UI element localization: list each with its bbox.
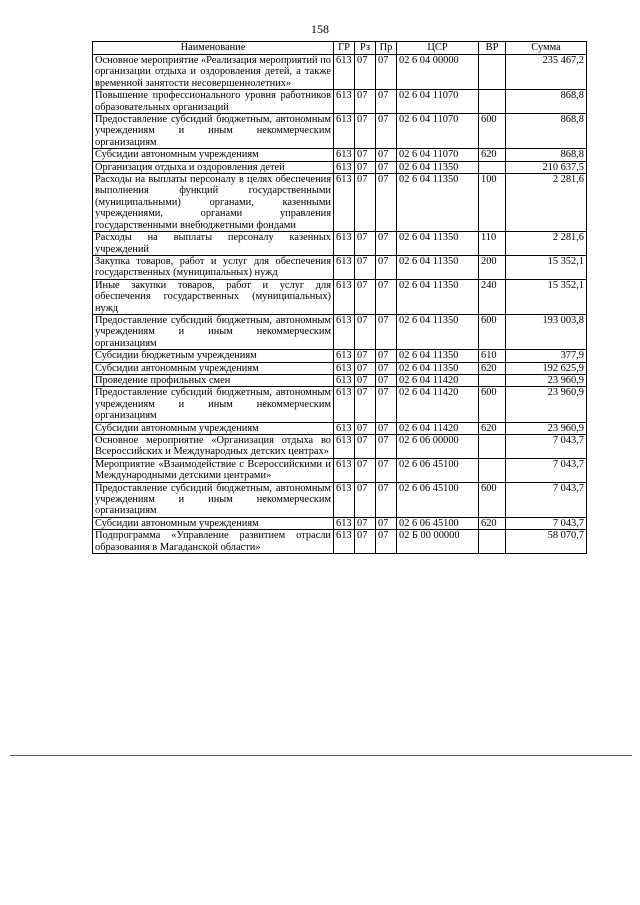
row-pr: 07 bbox=[376, 387, 397, 422]
row-name: Проведение профильных смен bbox=[93, 374, 334, 386]
row-gr: 613 bbox=[334, 161, 355, 173]
table-row bbox=[93, 374, 587, 386]
row-vr: 620 bbox=[479, 149, 506, 161]
row-pr: 07 bbox=[376, 362, 397, 374]
table-header-row bbox=[93, 42, 587, 55]
row-name: Субсидии автономным учреждениям bbox=[93, 149, 334, 161]
table-row bbox=[93, 387, 587, 422]
row-name: Иные закупки товаров, работ и услуг для обеспечения государственных (муниципальных) нужд bbox=[93, 279, 334, 314]
row-vr: 610 bbox=[479, 350, 506, 362]
row-sum: 192 625,9 bbox=[506, 362, 587, 374]
row-gr: 613 bbox=[334, 458, 355, 482]
row-name: Организация отдыха и оздоровления детей bbox=[93, 161, 334, 173]
row-csr: 02 6 04 11070 bbox=[397, 90, 479, 114]
table-row bbox=[93, 458, 587, 482]
row-vr bbox=[479, 458, 506, 482]
row-rz: 07 bbox=[355, 387, 376, 422]
row-gr: 613 bbox=[334, 435, 355, 459]
row-name: Предоставление субсидий бюджетным, автономным учреждениям и иным некоммерческим организациям bbox=[93, 387, 334, 422]
row-gr: 613 bbox=[334, 279, 355, 314]
row-csr: 02 6 04 11350 bbox=[397, 314, 479, 349]
row-pr: 07 bbox=[376, 279, 397, 314]
row-rz: 07 bbox=[355, 255, 376, 279]
row-gr: 613 bbox=[334, 55, 355, 90]
row-gr: 613 bbox=[334, 517, 355, 529]
row-rz: 07 bbox=[355, 314, 376, 349]
row-csr: 02 6 06 45100 bbox=[397, 482, 479, 517]
row-name: Повышение профессионального уровня работников образовательных организаций bbox=[93, 90, 334, 114]
row-sum: 23 960,9 bbox=[506, 374, 587, 386]
row-name: Предоставление субсидий бюджетным, автономным учреждениям и иным некоммерческим организациям bbox=[93, 482, 334, 517]
table-row bbox=[93, 350, 587, 362]
table-row bbox=[93, 161, 587, 173]
row-vr: 100 bbox=[479, 174, 506, 232]
row-gr: 613 bbox=[334, 387, 355, 422]
table-row bbox=[93, 530, 587, 554]
row-rz: 07 bbox=[355, 232, 376, 256]
row-csr: 02 Б 00 00000 bbox=[397, 530, 479, 554]
row-name: Основное мероприятие «Реализация мероприятий по организации отдыха и оздоровления детей, а также временной занятости несовершеннолетних» bbox=[93, 55, 334, 90]
row-pr: 07 bbox=[376, 90, 397, 114]
row-pr: 07 bbox=[376, 374, 397, 386]
row-gr: 613 bbox=[334, 149, 355, 161]
row-name: Субсидии бюджетным учреждениям bbox=[93, 350, 334, 362]
row-sum: 23 960,9 bbox=[506, 422, 587, 434]
row-rz: 07 bbox=[355, 517, 376, 529]
table-row bbox=[93, 422, 587, 434]
row-vr bbox=[479, 374, 506, 386]
row-gr: 613 bbox=[334, 350, 355, 362]
row-gr: 613 bbox=[334, 314, 355, 349]
row-vr bbox=[479, 161, 506, 173]
row-sum: 58 070,7 bbox=[506, 530, 587, 554]
row-vr: 620 bbox=[479, 422, 506, 434]
table-row bbox=[93, 279, 587, 314]
budget-table bbox=[92, 41, 587, 554]
table-row bbox=[93, 149, 587, 161]
page-divider bbox=[10, 755, 632, 756]
row-sum: 235 467,2 bbox=[506, 55, 587, 90]
table-row bbox=[93, 55, 587, 90]
row-pr: 07 bbox=[376, 458, 397, 482]
row-rz: 07 bbox=[355, 90, 376, 114]
table-row bbox=[93, 362, 587, 374]
table-row bbox=[93, 174, 587, 232]
row-rz: 07 bbox=[355, 530, 376, 554]
row-pr: 07 bbox=[376, 422, 397, 434]
row-gr: 613 bbox=[334, 422, 355, 434]
table-row bbox=[93, 435, 587, 459]
row-csr: 02 6 04 11350 bbox=[397, 362, 479, 374]
row-name: Предоставление субсидий бюджетным, автономным учреждениям и иным некоммерческим организациям bbox=[93, 314, 334, 349]
row-pr: 07 bbox=[376, 232, 397, 256]
row-vr: 620 bbox=[479, 362, 506, 374]
row-csr: 02 6 04 11420 bbox=[397, 422, 479, 434]
row-csr: 02 6 06 45100 bbox=[397, 458, 479, 482]
row-csr: 02 6 04 11420 bbox=[397, 387, 479, 422]
row-gr: 613 bbox=[334, 482, 355, 517]
table-row bbox=[93, 114, 587, 149]
row-name: Субсидии автономным учреждениям bbox=[93, 422, 334, 434]
row-sum: 7 043,7 bbox=[506, 435, 587, 459]
row-rz: 07 bbox=[355, 174, 376, 232]
row-name: Расходы на выплаты персоналу в целях обеспечения выполнения функций государственными (муниципальными) органами, казенными учреждениями, органами управления государственными внебюджетными фондами bbox=[93, 174, 334, 232]
page-number: 158 bbox=[311, 22, 329, 36]
row-name: Основное мероприятие «Организация отдыха во Всероссийских и Международных детских центрах» bbox=[93, 435, 334, 459]
table-row bbox=[93, 232, 587, 256]
row-vr: 600 bbox=[479, 482, 506, 517]
row-pr: 07 bbox=[376, 114, 397, 149]
row-name: Предоставление субсидий бюджетным, автономным учреждениям и иным некоммерческим организациям bbox=[93, 114, 334, 149]
row-name: Закупка товаров, работ и услуг для обеспечения государственных (муниципальных) нужд bbox=[93, 255, 334, 279]
row-gr: 613 bbox=[334, 232, 355, 256]
row-pr: 07 bbox=[376, 517, 397, 529]
row-sum: 15 352,1 bbox=[506, 255, 587, 279]
row-gr: 613 bbox=[334, 255, 355, 279]
row-csr: 02 6 04 11070 bbox=[397, 149, 479, 161]
row-sum: 2 281,6 bbox=[506, 232, 587, 256]
row-pr: 07 bbox=[376, 314, 397, 349]
row-vr: 600 bbox=[479, 387, 506, 422]
row-csr: 02 6 06 00000 bbox=[397, 435, 479, 459]
row-csr: 02 6 04 11350 bbox=[397, 279, 479, 314]
table-row bbox=[93, 90, 587, 114]
row-csr: 02 6 04 11070 bbox=[397, 114, 479, 149]
row-name: Расходы на выплаты персоналу казенных учреждений bbox=[93, 232, 334, 256]
header-name: Наименование bbox=[93, 42, 334, 55]
row-sum: 868,8 bbox=[506, 90, 587, 114]
row-vr bbox=[479, 90, 506, 114]
row-sum: 193 003,8 bbox=[506, 314, 587, 349]
row-sum: 7 043,7 bbox=[506, 458, 587, 482]
row-rz: 07 bbox=[355, 458, 376, 482]
row-vr: 200 bbox=[479, 255, 506, 279]
row-rz: 07 bbox=[355, 114, 376, 149]
row-pr: 07 bbox=[376, 161, 397, 173]
row-csr: 02 6 06 45100 bbox=[397, 517, 479, 529]
row-csr: 02 6 04 00000 bbox=[397, 55, 479, 90]
row-rz: 07 bbox=[355, 161, 376, 173]
row-vr: 240 bbox=[479, 279, 506, 314]
table-row bbox=[93, 314, 587, 349]
row-sum: 15 352,1 bbox=[506, 279, 587, 314]
row-sum: 7 043,7 bbox=[506, 517, 587, 529]
row-gr: 613 bbox=[334, 114, 355, 149]
row-csr: 02 6 04 11420 bbox=[397, 374, 479, 386]
row-rz: 07 bbox=[355, 279, 376, 314]
row-csr: 02 6 04 11350 bbox=[397, 350, 479, 362]
row-sum: 23 960,9 bbox=[506, 387, 587, 422]
row-gr: 613 bbox=[334, 374, 355, 386]
row-vr: 620 bbox=[479, 517, 506, 529]
row-rz: 07 bbox=[355, 482, 376, 517]
row-csr: 02 6 04 11350 bbox=[397, 255, 479, 279]
row-pr: 07 bbox=[376, 350, 397, 362]
row-vr bbox=[479, 55, 506, 90]
header-rz: Рз bbox=[355, 42, 376, 55]
row-pr: 07 bbox=[376, 255, 397, 279]
row-gr: 613 bbox=[334, 174, 355, 232]
row-sum: 7 043,7 bbox=[506, 482, 587, 517]
row-sum: 377,9 bbox=[506, 350, 587, 362]
row-csr: 02 6 04 11350 bbox=[397, 161, 479, 173]
row-name: Подпрограмма «Управление развитием отрасли образования в Магаданской области» bbox=[93, 530, 334, 554]
row-vr bbox=[479, 435, 506, 459]
row-sum: 868,8 bbox=[506, 149, 587, 161]
row-name: Субсидии автономным учреждениям bbox=[93, 517, 334, 529]
row-csr: 02 6 04 11350 bbox=[397, 232, 479, 256]
row-gr: 613 bbox=[334, 530, 355, 554]
row-sum: 2 281,6 bbox=[506, 174, 587, 232]
header-gr: ГР bbox=[334, 42, 355, 55]
row-rz: 07 bbox=[355, 149, 376, 161]
row-rz: 07 bbox=[355, 55, 376, 90]
table-row bbox=[93, 255, 587, 279]
row-rz: 07 bbox=[355, 435, 376, 459]
row-pr: 07 bbox=[376, 149, 397, 161]
header-sum: Сумма bbox=[506, 42, 587, 55]
row-pr: 07 bbox=[376, 435, 397, 459]
row-vr: 600 bbox=[479, 114, 506, 149]
row-vr: 110 bbox=[479, 232, 506, 256]
header-pr: Пр bbox=[376, 42, 397, 55]
row-pr: 07 bbox=[376, 482, 397, 517]
row-rz: 07 bbox=[355, 362, 376, 374]
table-row bbox=[93, 482, 587, 517]
row-pr: 07 bbox=[376, 530, 397, 554]
row-vr: 600 bbox=[479, 314, 506, 349]
row-rz: 07 bbox=[355, 374, 376, 386]
row-sum: 210 637,5 bbox=[506, 161, 587, 173]
header-vr: ВР bbox=[479, 42, 506, 55]
header-csr: ЦСР bbox=[397, 42, 479, 55]
row-pr: 07 bbox=[376, 55, 397, 90]
row-name: Субсидии автономным учреждениям bbox=[93, 362, 334, 374]
row-vr bbox=[479, 530, 506, 554]
row-name: Мероприятие «Взаимодействие с Всероссийскими и Международными детскими центрами» bbox=[93, 458, 334, 482]
row-sum: 868,8 bbox=[506, 114, 587, 149]
row-gr: 613 bbox=[334, 362, 355, 374]
row-gr: 613 bbox=[334, 90, 355, 114]
row-rz: 07 bbox=[355, 422, 376, 434]
row-rz: 07 bbox=[355, 350, 376, 362]
table-row bbox=[93, 517, 587, 529]
row-pr: 07 bbox=[376, 174, 397, 232]
row-csr: 02 6 04 11350 bbox=[397, 174, 479, 232]
